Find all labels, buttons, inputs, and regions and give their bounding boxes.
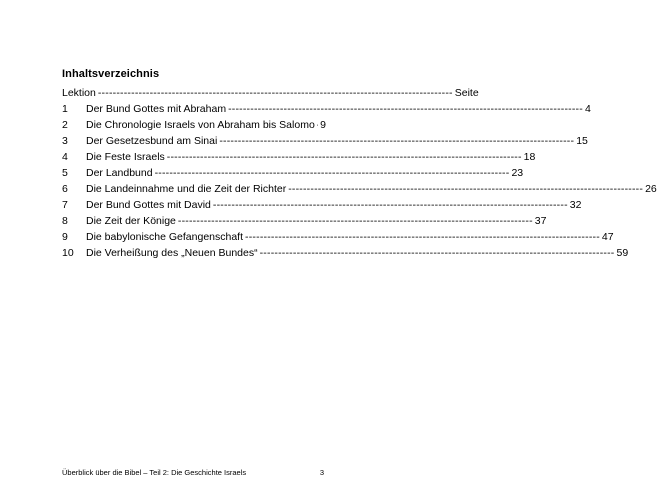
toc-title: Inhaltsverzeichnis <box>62 68 160 80</box>
toc-entry-title: Der Bund Gottes mit David <box>86 199 211 211</box>
footer-text: Überblick über die Bibel – Teil 2: Die Geschichte Israels <box>62 468 247 477</box>
toc-entry <box>62 101 591 117</box>
page-footer <box>62 468 324 477</box>
toc-entry-number: 2 <box>62 119 68 131</box>
toc-leader: ------------------------------------------------------------------------------------------------ <box>154 167 510 179</box>
toc-entry-page: 26 <box>645 183 657 195</box>
toc-entry <box>62 133 588 149</box>
toc-header-right: Seite <box>454 87 479 99</box>
toc-entry-number: 9 <box>62 231 68 243</box>
toc-entry-number: 7 <box>62 199 68 211</box>
footer-page-number: 3 <box>319 468 324 477</box>
toc-entry-page: 9 <box>320 119 326 131</box>
toc-entry-number: 3 <box>62 135 68 147</box>
toc-entry-page: 59 <box>616 247 629 259</box>
toc-header-row <box>62 85 479 101</box>
toc-entry-title: Der Landbund <box>86 167 153 179</box>
toc-entry-title: Die Verheißung des „Neuen Bundes“ <box>86 247 258 259</box>
toc-entry-title: Die Feste Israels <box>86 151 165 163</box>
toc-entry-page: 47 <box>601 231 614 243</box>
toc-entry-number: 8 <box>62 215 68 227</box>
toc-leader: ------------------------------------------------------------------------------------------------ <box>219 135 575 147</box>
toc-entry <box>62 181 657 197</box>
toc-leader: ------------------------------------------------------------------------------------------------ <box>245 231 600 243</box>
toc-entry-number: 4 <box>62 151 68 163</box>
toc-entry-page: 23 <box>511 167 524 179</box>
toc-entry-page: 4 <box>584 103 591 115</box>
toc-entry-number: 1 <box>62 103 68 115</box>
toc-header-left: Lektion <box>62 87 96 99</box>
toc-entry-title: Der Bund Gottes mit Abraham <box>86 103 227 115</box>
toc-entry-title: Die babylonische Gefangenschaft <box>86 231 244 243</box>
toc-entry-title: Der Gesetzesbund am Sinai <box>86 135 218 147</box>
toc-leader: ------------------------------------------------------------------------------------------------ <box>288 183 644 195</box>
toc-leader: ------------------------------------------------------------------------------------------------ <box>177 215 533 227</box>
toc-entry <box>62 149 536 165</box>
toc-entry-page: 32 <box>569 199 582 211</box>
toc-leader: ------------------------------------------------------------------------------------------------ <box>166 151 522 163</box>
toc-entry-page: 37 <box>534 215 547 227</box>
toc-leader: ------------------------------------------------------------------------------------------------ <box>212 199 568 211</box>
toc-entry-page: 15 <box>576 135 588 147</box>
toc-entry-title: Die Landeinnahme und die Zeit der Richter <box>86 183 287 195</box>
toc-leader <box>317 117 318 133</box>
toc-entry-title: Die Zeit der Könige <box>86 215 176 227</box>
toc-entry <box>62 165 524 181</box>
toc-leader: ------------------------------------------------------------------------------------------------ <box>259 247 615 259</box>
toc-entry-page: 18 <box>523 151 536 163</box>
toc-entry-number: 6 <box>62 183 68 195</box>
toc-entry <box>62 229 614 245</box>
toc-leader: ------------------------------------------------------------------------------------------------ <box>97 87 453 99</box>
toc-entry <box>62 117 326 133</box>
toc-entry <box>62 213 547 229</box>
toc-entry <box>62 197 582 213</box>
toc-entry-title: Die Chronologie Israels von Abraham bis Salomo <box>86 119 315 131</box>
toc-entry <box>62 245 629 261</box>
toc-entry-number: 5 <box>62 167 68 179</box>
toc-list <box>62 85 657 261</box>
toc-leader: ------------------------------------------------------------------------------------------------ <box>228 103 583 115</box>
toc-entry-number: 10 <box>62 247 74 259</box>
